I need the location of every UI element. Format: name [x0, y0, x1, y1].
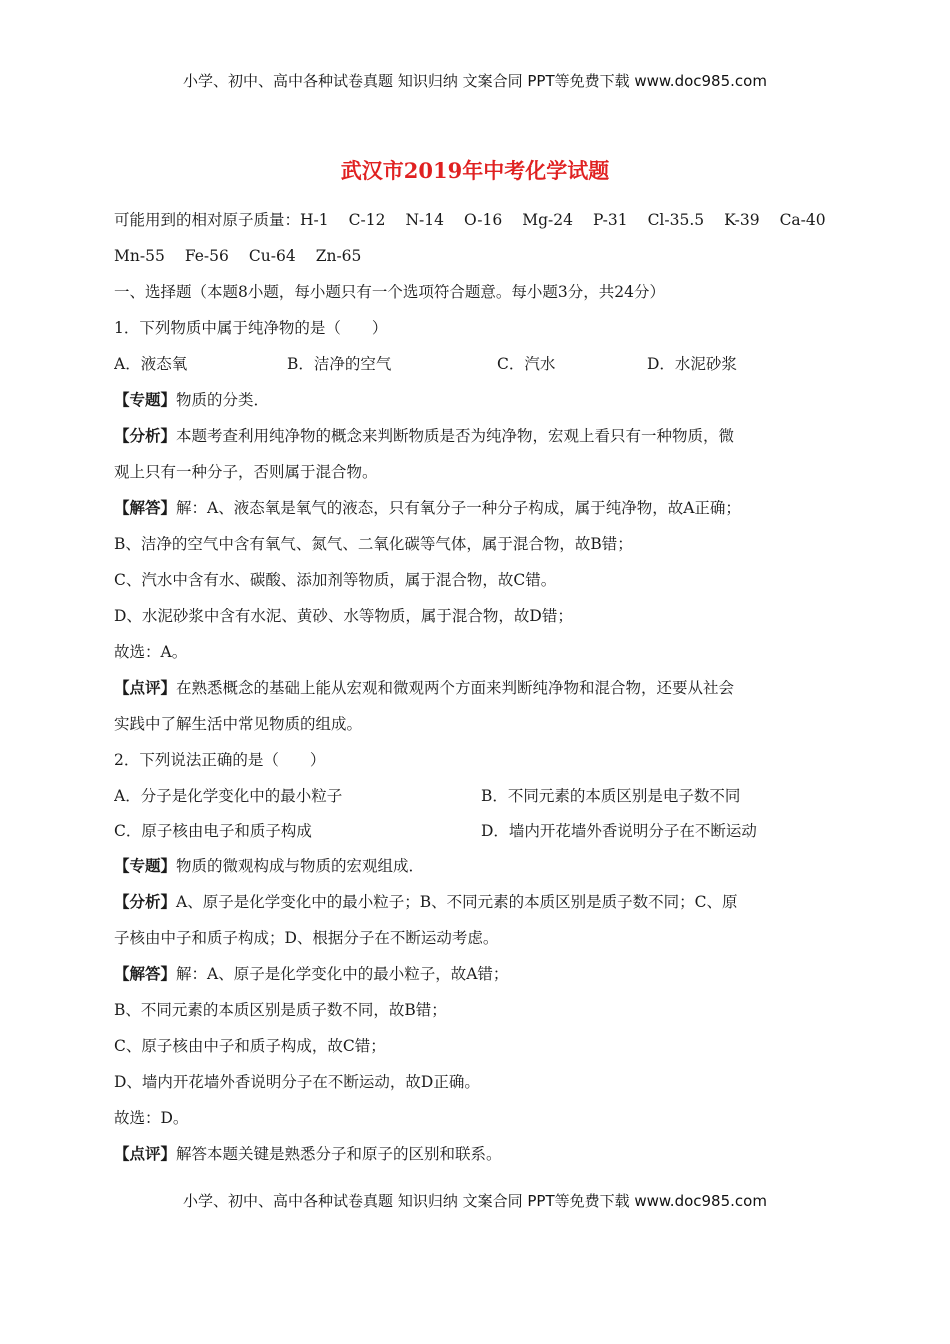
q1-topic-text: 物质的分类． — [176, 391, 270, 409]
q2-stem: 2．下列说法正确的是（ ） — [114, 751, 326, 769]
q2-option-a: A．分子是化学变化中的最小粒子 — [114, 787, 343, 805]
q1-topic — [114, 386, 844, 422]
answer-tag: 【解答】 — [114, 498, 177, 517]
q1-answer — [114, 494, 844, 530]
atomic-mass-item: C-12 — [348, 211, 386, 229]
q2-answer-text: 解：A、原子是化学变化中的最小粒子，故A错； — [176, 965, 509, 983]
q2-topic — [114, 852, 844, 888]
atomic-mass-row-2 — [114, 242, 844, 278]
atomic-mass-item: O-16 — [464, 211, 503, 229]
q2-option-b: B．不同元素的本质区别是电子数不同 — [481, 787, 741, 805]
atomic-mass-item: Fe-56 — [184, 247, 229, 265]
q2-analysis-cont: 子核由中子和质子构成；D、根据分子在不断运动考虑。 — [114, 929, 499, 947]
q2-options-row-1 — [114, 782, 844, 817]
q1-answer-b: B、洁净的空气中含有氧气、氮气、二氧化碳等气体，属于混合物，故B错； — [114, 535, 633, 553]
atomic-mass-label: 可能用到的相对原子质量： — [114, 211, 301, 229]
q1-stem: 1．下列物质中属于纯净物的是（ ） — [114, 319, 388, 337]
q2-option-c: C．原子核由电子和质子构成 — [114, 822, 312, 840]
comment-tag: 【点评】 — [114, 1144, 177, 1163]
page-footer: 小学、初中、高中各种试卷真题 知识归纳 文案合同 PPT等免费下载 www.doc985.com — [183, 1192, 767, 1210]
q2-answer — [114, 960, 844, 996]
comment-tag: 【点评】 — [114, 678, 177, 697]
analysis-tag: 【分析】 — [114, 426, 177, 445]
q1-analysis-cont: 观上只有一种分子，否则属于混合物。 — [114, 463, 378, 481]
q2-answer-d: D、墙内开花墙外香说明分子在不断运动，故D正确。 — [114, 1073, 480, 1091]
atomic-mass-item: N-14 — [405, 211, 444, 229]
atomic-mass-item: Cl-35.5 — [647, 211, 705, 229]
answer-tag: 【解答】 — [114, 964, 177, 983]
page-title: 武汉市2019年中考化学试题 — [340, 158, 610, 183]
q1-choice: 故选：A。 — [114, 643, 188, 661]
q1-answer-c: C、汽水中含有水、碳酸、添加剂等物质，属于混合物，故C错。 — [114, 571, 557, 589]
atomic-mass-item: Mn-55 — [114, 247, 165, 265]
q2-option-d: D．墙内开花墙外香说明分子在不断运动 — [481, 822, 757, 840]
q2-analysis — [114, 888, 844, 924]
q1-comment-text: 在熟悉概念的基础上能从宏观和微观两个方面来判断纯净物和混合物，还要从社会 — [176, 679, 735, 697]
q1-option-c: C．汽水 — [497, 355, 556, 373]
q1-comment-cont: 实践中了解生活中常见物质的组成。 — [114, 715, 363, 733]
atomic-mass-item: Cu-64 — [248, 247, 296, 265]
q1-analysis-text: 本题考查利用纯净物的概念来判断物质是否为纯净物，宏观上看只有一种物质，微 — [176, 427, 735, 445]
q1-options — [114, 350, 844, 386]
q2-comment-text: 解答本题关键是熟悉分子和原子的区别和联系。 — [176, 1145, 502, 1163]
document-body — [114, 206, 844, 1176]
atomic-mass-row-1 — [114, 206, 844, 242]
atomic-mass-item: Mg-24 — [522, 211, 574, 229]
page-header: 小学、初中、高中各种试卷真题 知识归纳 文案合同 PPT等免费下载 www.doc985.com — [183, 72, 767, 90]
q2-analysis-text: A、原子是化学变化中的最小粒子；B、不同元素的本质区别是质子数不同；C、原 — [176, 893, 738, 911]
analysis-tag: 【分析】 — [114, 892, 177, 911]
q2-choice: 故选：D。 — [114, 1109, 189, 1127]
q1-option-d: D．水泥砂浆 — [647, 355, 737, 373]
topic-tag: 【专题】 — [114, 390, 177, 409]
q1-analysis — [114, 422, 844, 458]
topic-tag: 【专题】 — [114, 856, 177, 875]
q1-answer-d: D、水泥砂浆中含有水泥、黄砂、水等物质，属于混合物，故D错； — [114, 607, 573, 625]
q2-topic-text: 物质的微观构成与物质的宏观组成． — [176, 857, 425, 875]
atomic-mass-item: Zn-65 — [315, 247, 362, 265]
q2-comment — [114, 1140, 844, 1176]
q1-comment — [114, 674, 844, 710]
q2-answer-c: C、原子核由中子和质子构成，故C错； — [114, 1037, 386, 1055]
q2-answer-b: B、不同元素的本质区别是质子数不同，故B错； — [114, 1001, 447, 1019]
q1-option-a: A．液态氧 — [114, 355, 188, 373]
atomic-mass-item: H-1 — [300, 211, 329, 229]
section-heading: 一、选择题（本题8小题，每小题只有一个选项符合题意。每小题3分，共24分） — [114, 283, 665, 301]
atomic-mass-item: K-39 — [724, 211, 760, 229]
q1-option-b: B．洁净的空气 — [287, 355, 392, 373]
q1-answer-text: 解：A、液态氧是氧气的液态，只有氧分子一种分子构成，属于纯净物，故A正确； — [176, 499, 741, 517]
q2-options-row-2 — [114, 817, 844, 852]
atomic-mass-item: Ca-40 — [779, 211, 826, 229]
atomic-mass-item: P-31 — [593, 211, 628, 229]
